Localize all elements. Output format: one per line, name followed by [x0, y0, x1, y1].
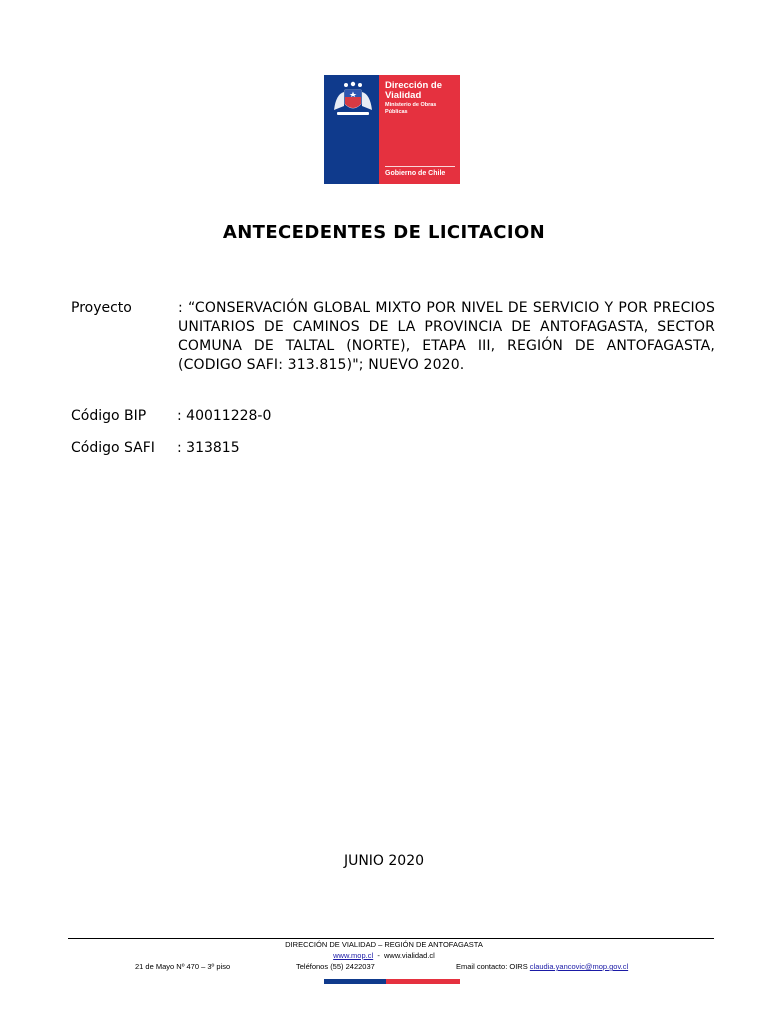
- project-label: Proyecto: [71, 300, 132, 316]
- footer-websites: [0, 951, 768, 960]
- document-title: ANTECEDENTES DE LICITACION: [222, 222, 546, 243]
- footer-separator: -: [377, 951, 380, 960]
- footer-address: 21 de Mayo Nº 470 – 3º piso: [135, 962, 231, 971]
- footer-flag-bar: [324, 979, 460, 984]
- logo-divider: [385, 166, 455, 167]
- vialidad-website: www.vialidad.cl: [384, 951, 435, 960]
- bip-label: Código BIP: [71, 408, 147, 424]
- footer-phones: Teléfonos (55) 2422037: [296, 962, 375, 971]
- logo-title: [385, 81, 442, 101]
- mop-website-link[interactable]: www.mop.cl: [333, 951, 374, 960]
- vialidad-logo: [324, 75, 460, 184]
- logo-subtitle-line-1: Ministerio de Obras: [385, 102, 437, 108]
- project-field: [71, 299, 715, 399]
- logo-subtitle: [385, 102, 455, 115]
- flag-bar-blue: [324, 979, 386, 984]
- bip-value: : 40011228-0: [177, 408, 272, 424]
- footer-divider: [68, 938, 714, 939]
- logo-subtitle-line-2: Públicas: [385, 108, 408, 115]
- footer-email: [456, 962, 628, 971]
- bip-field: [71, 407, 471, 427]
- logo-title-line-1: Dirección de: [385, 80, 443, 91]
- flag-bar-red: [386, 979, 460, 984]
- footer-org: DIRECCIÓN DE VIALIDAD – REGIÓN DE ANTOFAGASTA: [285, 940, 483, 949]
- safi-label: Código SAFI: [71, 440, 155, 456]
- project-value: : “CONSERVACIÓN GLOBAL MIXTO POR NIVEL DE SERVICIO Y POR PRECIOS UNITARIOS DE CAMINOS DE LA PROVINCIA DE ANTOFAGASTA, SECTOR COMUNA DE TALTAL (NORTE), ETAPA III, REGIÓN DE ANTOFAGASTA, (CODIGO SAFI: 313.815)"; NUEVO 2020.: [178, 300, 715, 373]
- chile-coat-of-arms-icon: [331, 80, 375, 118]
- email-link[interactable]: claudia.yancovic@mop.gov.cl: [529, 962, 629, 971]
- logo-title-line-2: Vialidad: [385, 90, 422, 101]
- logo-gobierno: Gobierno de Chile: [385, 170, 446, 177]
- logo-red-panel: [379, 75, 460, 184]
- document-date: JUNIO 2020: [343, 853, 425, 869]
- safi-value: : 313815: [177, 440, 240, 456]
- footer-email-label: Email contacto: OIRS: [456, 962, 528, 971]
- logo-blue-panel: [324, 75, 379, 184]
- safi-field: [71, 439, 471, 459]
